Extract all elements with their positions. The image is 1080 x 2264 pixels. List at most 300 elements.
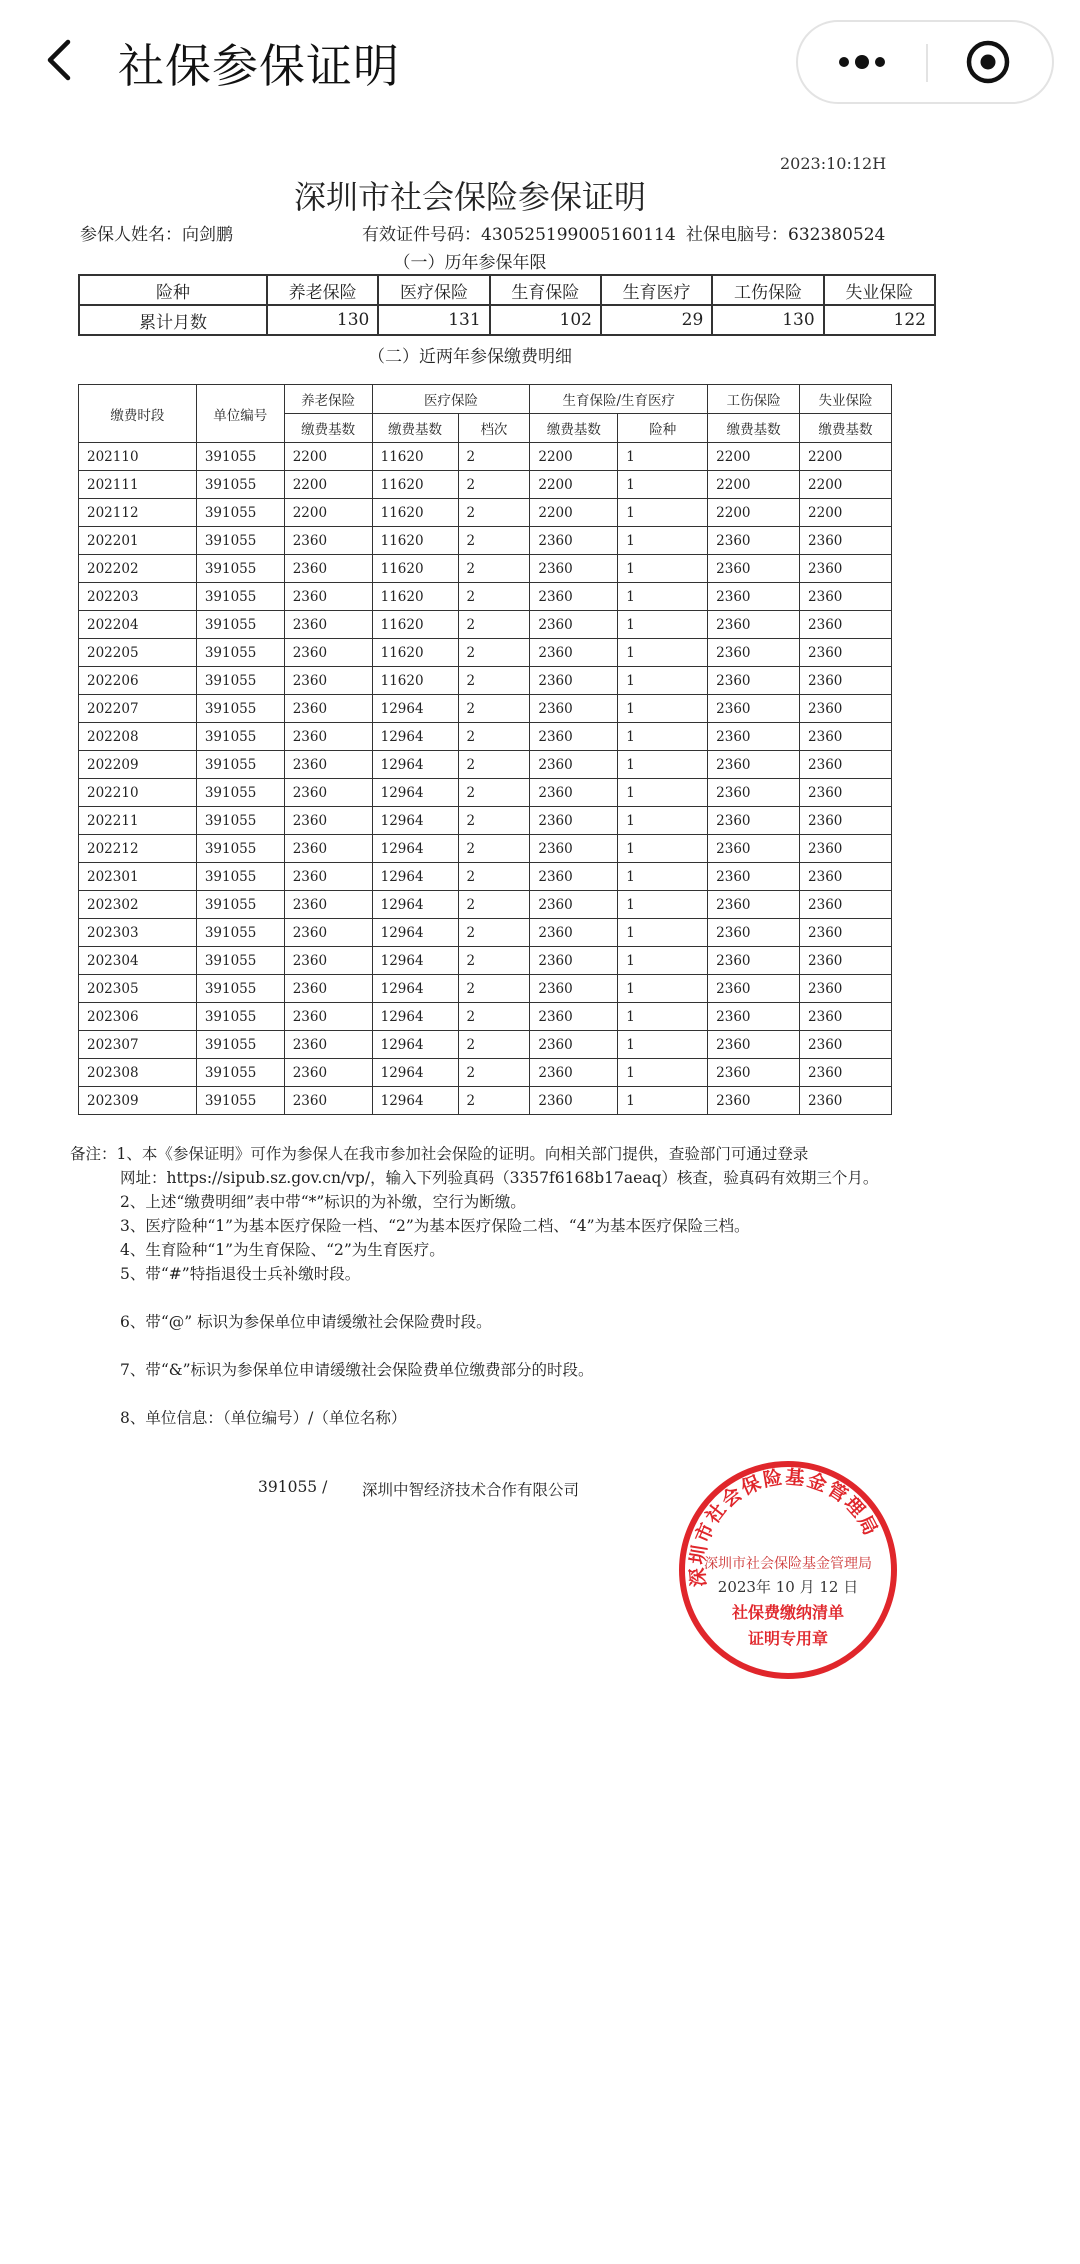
- table-cell: 202112: [79, 499, 197, 527]
- table-cell: 2360: [800, 1059, 892, 1087]
- table-cell: 202306: [79, 1003, 197, 1031]
- note-2: 2、上述“缴费明细”表中带“*”标识的为补缴，空行为断缴。: [120, 1193, 526, 1211]
- note-1: 备注：1、本《参保证明》可作为参保人在我市参加社会保险的证明。向相关部门提供，查验部门可通过登录: [70, 1145, 809, 1163]
- table-cell: 202308: [79, 1059, 197, 1087]
- table-cell: 12964: [372, 1031, 458, 1059]
- table-cell: 391055: [196, 863, 284, 891]
- table-cell: 391055: [196, 779, 284, 807]
- table-cell: 2360: [800, 639, 892, 667]
- table-cell: 202304: [79, 947, 197, 975]
- table-cell: 1: [618, 947, 708, 975]
- capsule-divider: [926, 44, 928, 82]
- table-row: [79, 1059, 892, 1087]
- summary-type: 医疗保险: [378, 275, 489, 305]
- table-cell: 391055: [196, 751, 284, 779]
- table-cell: 2200: [708, 471, 800, 499]
- summary-table: [78, 274, 936, 336]
- table-cell: 2360: [800, 975, 892, 1003]
- table-cell: 2360: [708, 947, 800, 975]
- table-cell: 2360: [284, 863, 372, 891]
- table-cell: 2360: [708, 1059, 800, 1087]
- table-cell: 202210: [79, 779, 197, 807]
- table-cell: 1: [618, 583, 708, 611]
- sub-base: 缴费基数: [284, 414, 372, 443]
- table-cell: 2360: [800, 919, 892, 947]
- header-injury: 工伤保险: [708, 385, 800, 414]
- table-cell: 12964: [372, 779, 458, 807]
- table-cell: 2360: [708, 667, 800, 695]
- header-unemployment: 失业保险: [800, 385, 892, 414]
- summary-header-label: 险种: [79, 275, 267, 305]
- table-cell: 2360: [284, 1003, 372, 1031]
- table-cell: 391055: [196, 695, 284, 723]
- certificate-document: [0, 130, 1080, 1830]
- table-cell: 391055: [196, 555, 284, 583]
- table-cell: 2360: [800, 835, 892, 863]
- table-row: [79, 527, 892, 555]
- table-row: [79, 695, 892, 723]
- table-cell: 2360: [284, 919, 372, 947]
- table-cell: 2360: [284, 639, 372, 667]
- summary-type: 养老保险: [267, 275, 378, 305]
- table-cell: 2360: [284, 667, 372, 695]
- table-row: [79, 751, 892, 779]
- table-cell: 2360: [708, 695, 800, 723]
- table-cell: 2360: [530, 555, 618, 583]
- table-cell: 12964: [372, 835, 458, 863]
- table-cell: 391055: [196, 1087, 284, 1115]
- table-cell: 2360: [708, 527, 800, 555]
- table-cell: 11620: [372, 443, 458, 471]
- table-cell: 2360: [284, 723, 372, 751]
- table-cell: 2: [458, 807, 530, 835]
- table-cell: 202303: [79, 919, 197, 947]
- table-cell: 2: [458, 751, 530, 779]
- table-cell: 2: [458, 555, 530, 583]
- table-cell: 1: [618, 695, 708, 723]
- table-cell: 2360: [800, 1031, 892, 1059]
- table-cell: 11620: [372, 471, 458, 499]
- summary-months: 102: [490, 305, 601, 335]
- table-cell: 2: [458, 667, 530, 695]
- seal-line-2: 2023年 10 月 12 日: [717, 1578, 859, 1596]
- table-cell: 2360: [530, 1059, 618, 1087]
- table-cell: 2360: [708, 1087, 800, 1115]
- table-cell: 2360: [800, 807, 892, 835]
- table-cell: 11620: [372, 527, 458, 555]
- table-cell: 2360: [284, 555, 372, 583]
- table-cell: 2: [458, 1031, 530, 1059]
- table-cell: 2360: [530, 751, 618, 779]
- table-cell: 2360: [708, 863, 800, 891]
- table-cell: 2200: [284, 499, 372, 527]
- table-row: [79, 611, 892, 639]
- table-row: [79, 835, 892, 863]
- table-row: [79, 583, 892, 611]
- table-cell: 2360: [800, 1003, 892, 1031]
- table-row: [79, 975, 892, 1003]
- table-cell: 2200: [708, 443, 800, 471]
- table-cell: 2: [458, 1087, 530, 1115]
- table-cell: 2360: [530, 947, 618, 975]
- table-cell: 12964: [372, 751, 458, 779]
- table-cell: 2: [458, 499, 530, 527]
- table-cell: 2360: [708, 975, 800, 1003]
- table-cell: 2360: [800, 947, 892, 975]
- table-cell: 2360: [284, 1059, 372, 1087]
- table-cell: 2360: [708, 919, 800, 947]
- table-cell: 2360: [800, 695, 892, 723]
- table-cell: 2360: [284, 975, 372, 1003]
- table-row: [79, 807, 892, 835]
- table-cell: 2360: [800, 723, 892, 751]
- table-row: [79, 779, 892, 807]
- table-cell: 2: [458, 583, 530, 611]
- seal-line-3: 社保费缴纳清单: [731, 1603, 845, 1622]
- table-cell: 2200: [530, 443, 618, 471]
- table-cell: 2360: [708, 751, 800, 779]
- summary-months: 29: [601, 305, 712, 335]
- table-cell: 202305: [79, 975, 197, 1003]
- table-cell: 2360: [800, 527, 892, 555]
- table-cell: 2: [458, 919, 530, 947]
- table-cell: 2: [458, 443, 530, 471]
- table-cell: 1: [618, 667, 708, 695]
- si-number: 社保电脑号：632380524: [686, 225, 886, 245]
- seal-line-1: 深圳市社会保险基金管理局: [704, 1556, 872, 1572]
- table-row: [79, 443, 892, 471]
- table-cell: 1: [618, 471, 708, 499]
- summary-header-row: [79, 275, 935, 305]
- table-cell: 202301: [79, 863, 197, 891]
- table-cell: 391055: [196, 807, 284, 835]
- table-cell: 391055: [196, 947, 284, 975]
- table-cell: 11620: [372, 555, 458, 583]
- nav-bar: [0, 0, 1080, 128]
- table-cell: 2360: [530, 1031, 618, 1059]
- table-cell: 2360: [530, 919, 618, 947]
- table-cell: 2360: [530, 835, 618, 863]
- unit-name: 深圳中智经济技术合作有限公司: [362, 1481, 580, 1499]
- table-cell: 2360: [530, 1003, 618, 1031]
- table-cell: 11620: [372, 639, 458, 667]
- table-cell: 202309: [79, 1087, 197, 1115]
- summary-type: 生育医疗: [601, 275, 712, 305]
- table-row: [79, 1087, 892, 1115]
- table-cell: 2360: [284, 527, 372, 555]
- summary-months: 122: [824, 305, 935, 335]
- sub-type: 险种: [618, 414, 708, 443]
- table-cell: 2360: [800, 667, 892, 695]
- summary-months-row: [79, 305, 935, 335]
- table-cell: 202212: [79, 835, 197, 863]
- table-cell: 2360: [708, 639, 800, 667]
- table-cell: 11620: [372, 667, 458, 695]
- table-cell: 202209: [79, 751, 197, 779]
- table-cell: 12964: [372, 1087, 458, 1115]
- table-cell: 2360: [530, 779, 618, 807]
- table-cell: 1: [618, 723, 708, 751]
- header-unit: 单位编号: [196, 385, 284, 443]
- sub-base: 缴费基数: [800, 414, 892, 443]
- table-cell: 12964: [372, 723, 458, 751]
- seal-ring-text: 深圳市社会保险基金管理局: [686, 1466, 883, 1588]
- table-cell: 12964: [372, 891, 458, 919]
- table-cell: 1: [618, 611, 708, 639]
- table-cell: 2: [458, 863, 530, 891]
- table-cell: 391055: [196, 639, 284, 667]
- more-dots-icon[interactable]: [820, 36, 904, 88]
- table-cell: 2360: [530, 807, 618, 835]
- table-cell: 2360: [284, 779, 372, 807]
- table-cell: 2360: [284, 891, 372, 919]
- note-5: 5、带“#”特指退役士兵补缴时段。: [120, 1265, 361, 1283]
- table-cell: 1: [618, 863, 708, 891]
- table-cell: 2200: [530, 471, 618, 499]
- table-cell: 2360: [530, 583, 618, 611]
- note-3: 3、医疗险种“1”为基本医疗保险一档、“2”为基本医疗保险二档、“4”为基本医疗保险三档。: [120, 1217, 750, 1235]
- table-cell: 2: [458, 695, 530, 723]
- detail-header-row: [79, 385, 892, 414]
- table-cell: 2360: [800, 863, 892, 891]
- table-cell: 2200: [284, 471, 372, 499]
- table-cell: 2360: [708, 723, 800, 751]
- table-cell: 2360: [530, 975, 618, 1003]
- table-cell: 12964: [372, 919, 458, 947]
- unit-code: 391055 /: [258, 1478, 328, 1496]
- table-cell: 12964: [372, 1003, 458, 1031]
- table-cell: 2360: [800, 891, 892, 919]
- summary-row-label: 累计月数: [79, 305, 267, 335]
- table-cell: 391055: [196, 919, 284, 947]
- sub-grade: 档次: [458, 414, 530, 443]
- table-cell: 2: [458, 1003, 530, 1031]
- table-cell: 2: [458, 779, 530, 807]
- table-cell: 2360: [708, 1003, 800, 1031]
- table-cell: 202203: [79, 583, 197, 611]
- table-cell: 12964: [372, 695, 458, 723]
- table-cell: 2: [458, 611, 530, 639]
- table-cell: 1: [618, 1059, 708, 1087]
- table-cell: 2360: [530, 1087, 618, 1115]
- section-2-title: （二）近两年参保缴费明细: [368, 347, 572, 367]
- table-cell: 391055: [196, 1031, 284, 1059]
- table-cell: 202207: [79, 695, 197, 723]
- table-cell: 391055: [196, 443, 284, 471]
- table-cell: 2360: [800, 779, 892, 807]
- official-seal: [676, 1458, 900, 1682]
- table-cell: 2: [458, 975, 530, 1003]
- table-cell: 11620: [372, 499, 458, 527]
- mini-program-capsule: [796, 20, 1054, 104]
- table-cell: 2360: [800, 611, 892, 639]
- table-cell: 2360: [708, 555, 800, 583]
- remarks: [70, 1142, 930, 1430]
- table-cell: 391055: [196, 527, 284, 555]
- table-cell: 2360: [800, 1087, 892, 1115]
- table-cell: 2360: [284, 1031, 372, 1059]
- table-cell: 391055: [196, 471, 284, 499]
- table-row: [79, 639, 892, 667]
- sub-base: 缴费基数: [372, 414, 458, 443]
- summary-months: 130: [712, 305, 823, 335]
- table-cell: 2360: [284, 751, 372, 779]
- table-row: [79, 499, 892, 527]
- header-maternity: 生育保险/生育医疗: [530, 385, 708, 414]
- table-cell: 202110: [79, 443, 197, 471]
- table-cell: 391055: [196, 835, 284, 863]
- table-cell: 2360: [530, 863, 618, 891]
- table-row: [79, 471, 892, 499]
- sub-base: 缴费基数: [530, 414, 618, 443]
- table-cell: 2360: [800, 583, 892, 611]
- table-cell: 202204: [79, 611, 197, 639]
- table-row: [79, 1003, 892, 1031]
- note-1-url: 网址：https://sipub.sz.gov.cn/vp/，输入下列验真码（3357f6168b17aeaq）核查，验真码有效期三个月。: [120, 1169, 879, 1187]
- table-cell: 2360: [284, 1087, 372, 1115]
- summary-type: 工伤保险: [712, 275, 823, 305]
- section-1-title: （一）历年参保年限: [393, 253, 547, 273]
- table-cell: 391055: [196, 611, 284, 639]
- table-cell: 2360: [708, 583, 800, 611]
- header-period: 缴费时段: [79, 385, 197, 443]
- sub-base: 缴费基数: [708, 414, 800, 443]
- table-cell: 391055: [196, 1059, 284, 1087]
- table-cell: 2360: [530, 891, 618, 919]
- table-cell: 1: [618, 555, 708, 583]
- table-cell: 2360: [284, 583, 372, 611]
- table-cell: 2: [458, 723, 530, 751]
- table-cell: 1: [618, 443, 708, 471]
- table-cell: 2360: [708, 807, 800, 835]
- table-cell: 1: [618, 527, 708, 555]
- table-cell: 12964: [372, 807, 458, 835]
- table-cell: 2: [458, 639, 530, 667]
- table-cell: 202307: [79, 1031, 197, 1059]
- table-cell: 2360: [530, 723, 618, 751]
- table-cell: 2360: [530, 639, 618, 667]
- table-cell: 1: [618, 499, 708, 527]
- table-cell: 2200: [800, 499, 892, 527]
- table-cell: 12964: [372, 863, 458, 891]
- mini-program-close-icon[interactable]: [946, 36, 1030, 88]
- table-cell: 391055: [196, 583, 284, 611]
- note-6: 6、带“@” 标识为参保单位申请缓缴社会保险费时段。: [120, 1313, 492, 1331]
- table-cell: 2: [458, 947, 530, 975]
- table-row: [79, 919, 892, 947]
- table-cell: 2: [458, 527, 530, 555]
- table-cell: 2200: [800, 443, 892, 471]
- table-cell: 1: [618, 1087, 708, 1115]
- table-cell: 1: [618, 891, 708, 919]
- table-cell: 2360: [708, 611, 800, 639]
- table-row: [79, 1031, 892, 1059]
- table-cell: 2: [458, 891, 530, 919]
- table-cell: 1: [618, 779, 708, 807]
- table-cell: 391055: [196, 975, 284, 1003]
- table-cell: 2360: [284, 807, 372, 835]
- table-cell: 2360: [284, 695, 372, 723]
- table-cell: 2: [458, 1059, 530, 1087]
- table-cell: 12964: [372, 975, 458, 1003]
- note-8: 8、单位信息：（单位编号）/（单位名称）: [120, 1409, 407, 1427]
- table-cell: 2: [458, 471, 530, 499]
- table-cell: 202202: [79, 555, 197, 583]
- summary-months: 131: [378, 305, 489, 335]
- table-cell: 202302: [79, 891, 197, 919]
- table-row: [79, 723, 892, 751]
- table-cell: 2360: [530, 527, 618, 555]
- print-time: 2023:10:12H: [780, 154, 887, 173]
- table-cell: 1: [618, 835, 708, 863]
- table-cell: 1: [618, 807, 708, 835]
- seal-line-4: 证明专用章: [747, 1629, 829, 1648]
- table-cell: 2360: [708, 835, 800, 863]
- table-cell: 1: [618, 1031, 708, 1059]
- table-row: [79, 555, 892, 583]
- chevron-left-icon[interactable]: [34, 34, 86, 86]
- table-row: [79, 891, 892, 919]
- table-cell: 2200: [800, 471, 892, 499]
- table-cell: 391055: [196, 723, 284, 751]
- table-cell: 2200: [284, 443, 372, 471]
- table-cell: 202211: [79, 807, 197, 835]
- summary-type: 生育保险: [490, 275, 601, 305]
- table-cell: 2360: [708, 1031, 800, 1059]
- table-cell: 2: [458, 835, 530, 863]
- table-cell: 11620: [372, 583, 458, 611]
- table-cell: 12964: [372, 1059, 458, 1087]
- table-cell: 2200: [708, 499, 800, 527]
- table-row: [79, 863, 892, 891]
- table-cell: 2200: [530, 499, 618, 527]
- insured-name: 参保人姓名：向剑鹏: [80, 225, 233, 245]
- summary-months: 130: [267, 305, 378, 335]
- table-cell: 2360: [530, 667, 618, 695]
- note-7: 7、带“&”标识为参保单位申请缓缴社会保险费单位缴费部分的时段。: [120, 1361, 594, 1379]
- table-cell: 1: [618, 1003, 708, 1031]
- table-cell: 1: [618, 751, 708, 779]
- header-medical: 医疗保险: [372, 385, 530, 414]
- table-row: [79, 667, 892, 695]
- table-cell: 2360: [284, 947, 372, 975]
- table-cell: 1: [618, 975, 708, 1003]
- table-cell: 11620: [372, 611, 458, 639]
- table-cell: 1: [618, 639, 708, 667]
- table-cell: 12964: [372, 947, 458, 975]
- page-title: 社保参保证明: [118, 39, 400, 93]
- header-pension: 养老保险: [284, 385, 372, 414]
- table-cell: 2360: [530, 695, 618, 723]
- table-cell: 2360: [800, 751, 892, 779]
- table-cell: 1: [618, 919, 708, 947]
- summary-type: 失业保险: [824, 275, 935, 305]
- table-cell: 202201: [79, 527, 197, 555]
- table-cell: 391055: [196, 499, 284, 527]
- document-title: 深圳市社会保险参保证明: [293, 178, 646, 216]
- table-cell: 391055: [196, 1003, 284, 1031]
- table-cell: 2360: [800, 555, 892, 583]
- table-row: [79, 947, 892, 975]
- table-cell: 2360: [708, 891, 800, 919]
- table-cell: 202111: [79, 471, 197, 499]
- table-cell: 391055: [196, 667, 284, 695]
- table-cell: 2360: [284, 611, 372, 639]
- table-cell: 391055: [196, 891, 284, 919]
- table-cell: 202205: [79, 639, 197, 667]
- table-cell: 202208: [79, 723, 197, 751]
- table-cell: 2360: [284, 835, 372, 863]
